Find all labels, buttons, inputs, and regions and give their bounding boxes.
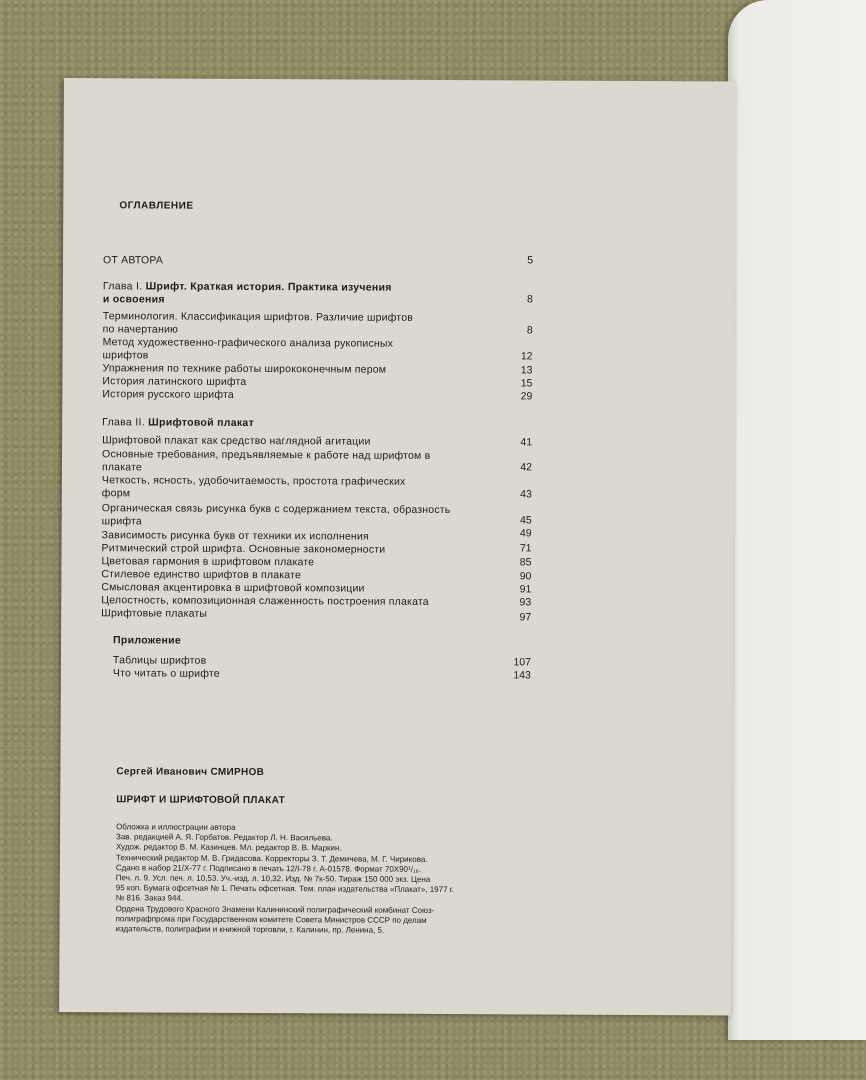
toc-entry — [103, 336, 533, 364]
toc-page-number: 15 — [520, 377, 533, 390]
toc-entry — [113, 667, 543, 682]
imprint-line: № 816. Заказ 944. — [115, 893, 184, 904]
imprint-line: Зав. редакцией А. Я. Горбатов. Редактор Л. Н. Васильева. — [116, 832, 333, 843]
imprint-line: Обложка и иллюстрации автора — [116, 822, 236, 832]
toc-page-number: 91 — [519, 583, 532, 596]
toc-entry-line: шрифтов — [102, 349, 149, 362]
appendix-heading — [113, 634, 513, 649]
toc-entry-line: Ритмический строй шрифта. Основные закономерности — [101, 542, 386, 556]
toc-entry-line: История русского шрифта — [102, 388, 234, 401]
chapter-title: Шрифтовой плакат — [148, 416, 255, 429]
toc-page-number: 93 — [519, 596, 532, 609]
toc-entry — [103, 310, 533, 338]
book-author: Сергей Иванович СМИРНОВ — [116, 766, 265, 779]
toc-page-number: 107 — [513, 656, 531, 669]
toc-entry-line: Смысловая акцентировка в шрифтовой композиции — [101, 581, 365, 595]
chapter-title-cont: и освоения — [102, 293, 165, 306]
facing-page — [728, 0, 866, 1040]
toc-page-number: 71 — [519, 542, 532, 555]
toc-page-number: 43 — [520, 488, 532, 501]
imprint-line: Ордена Трудового Красного Знамени Калининский полиграфический комбинат Союз- — [115, 903, 435, 915]
toc-entry-line: плакате — [101, 461, 143, 474]
imprint-line: Печ. л. 9. Усл. печ. л. 10,53. Уч.-изд. л. 10,32. Изд. № 7к-50. Тираж 150 000 экз. Цена — [115, 873, 431, 884]
book-title: ШРИФТ И ШРИФТОВОЙ ПЛАКАТ — [116, 794, 286, 807]
toc-entry-line: Что читать о шрифте — [112, 667, 220, 680]
chapter-prefix: Глава II. — [102, 416, 145, 429]
toc-entry-line: шрифта — [101, 515, 142, 528]
toc-entry-line: Упражнения по технике работы ширококонечным пером — [102, 362, 387, 376]
imprint-line: Худож. редактор В. М. Казинцев. Мл. редактор В. В. Маркин. — [115, 842, 342, 853]
toc-entry-line: Шрифтовой плакат как средство наглядной агитации — [102, 434, 371, 448]
toc-page-number: 45 — [519, 514, 532, 527]
toc-entry-line: Стилевое единство шрифтов в плакате — [101, 568, 302, 582]
toc-entry-line: Основные требования, предъявляемые к работе над шрифтом в — [101, 448, 431, 462]
toc-entry — [101, 607, 531, 622]
toc-page-number: 143 — [513, 669, 531, 682]
toc-page-number: 8 — [526, 293, 533, 306]
toc-heading: ОГЛАВЛЕНИЕ — [119, 200, 194, 212]
toc-entry — [102, 474, 532, 502]
toc-entry-line: Цветовая гармония в шрифтовом плакате — [101, 555, 315, 569]
chapter-prefix: Глава I. — [102, 280, 143, 293]
toc-entry — [102, 448, 532, 476]
toc-entry-from-author — [103, 254, 533, 269]
imprint-line: полиграфпрома при Государственном комитете Совета Министров СССР по делам — [115, 914, 427, 925]
chapter-2-heading — [102, 416, 502, 431]
toc-entry — [102, 434, 532, 449]
toc-entry-label: ОТ АВТОРА — [103, 254, 164, 267]
imprint-block — [116, 822, 537, 936]
toc-entry — [102, 388, 532, 403]
imprint-line: издательств, полиграфии и книжной торговли, г. Калинин, пр. Ленина, 5. — [115, 924, 385, 935]
toc-entry-line: Органическая связь рисунка букв с содержанием текста, образность — [101, 502, 451, 517]
toc-page-number: 5 — [527, 254, 534, 267]
imprint-line: 95 коп. Бумага офсетная № 1. Печать офсетная. Тем. план издательства «Плакат», 1977 г. — [115, 883, 454, 895]
book-page — [59, 78, 736, 1016]
toc-entry-line: Целостность, композиционная слаженность построения плаката — [101, 594, 429, 608]
toc-page-number: 49 — [519, 527, 532, 540]
imprint-line: Сдано в набор 21/X-77 г. Подписано в печать 12/I-78 г. А-01578. Формат 70Х90¹/₁₆. — [115, 863, 422, 874]
appendix-title: Приложение — [113, 634, 182, 647]
toc-page-number: 12 — [520, 350, 533, 363]
toc-page-number: 90 — [519, 570, 532, 583]
toc-entry-line: История латинского шрифта — [102, 375, 247, 388]
toc-page-number: 85 — [519, 556, 532, 569]
toc-entry — [102, 502, 532, 530]
toc-entry-line: Шрифтовые плакаты — [101, 607, 208, 620]
chapter-title: Шрифт. Краткая история. Практика изучения — [145, 280, 392, 294]
toc-entry-line: Терминология. Классификация шрифтов. Различие шрифтов — [102, 310, 414, 324]
toc-entry-line: по начертанию — [102, 323, 179, 336]
imprint-line: Технический редактор М. В. Гридасова. Корректоры З. Т. Демичева, М. Г. Чирикова. — [115, 852, 428, 864]
toc-entry-line: Четкость, ясность, удобочитаемость, простота графических — [101, 474, 406, 488]
toc-page-number: 41 — [520, 436, 533, 449]
toc-page-number: 29 — [520, 390, 533, 403]
chapter-1-heading — [103, 280, 503, 308]
toc-entry-line: Зависимость рисунка букв от техники их исполнения — [101, 529, 369, 543]
toc-entry-line: Метод художественно-графического анализа рукописных — [102, 336, 394, 350]
toc-page-number: 13 — [520, 364, 533, 377]
toc-entry-line: Таблицы шрифтов — [112, 654, 207, 667]
toc-page-number: 42 — [520, 461, 532, 474]
toc-page-number: 8 — [526, 324, 533, 337]
toc-page-number: 97 — [519, 611, 532, 624]
toc-entry-line: форм — [101, 487, 131, 500]
